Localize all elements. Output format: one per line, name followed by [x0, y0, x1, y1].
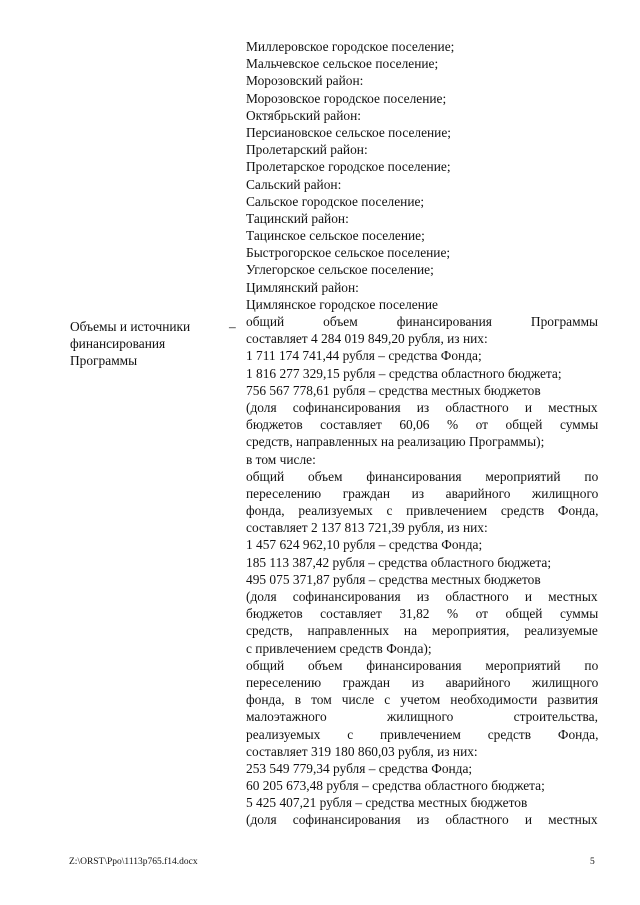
financing-line: общий объем финансирования Программы	[246, 314, 598, 329]
financing-line: общий объем финансирования мероприятий по	[246, 468, 598, 484]
financing-line: составляет 2 137 813 721,39 рубля, из них:	[246, 520, 488, 536]
section-label-line: Объемы и источники	[70, 319, 191, 334]
financing-line: 185 113 387,42 рубля – средства областного бюджета;	[246, 554, 552, 570]
section-dash: –	[229, 319, 236, 334]
district-line: Пролетарское городское поселение;	[246, 159, 451, 175]
financing-line: фонда, в том числе с учетом необходимости развития	[246, 692, 598, 708]
footer-file-path: Z:\ORST\Ppo\1113p765.f14.docx	[69, 857, 198, 867]
financing-line: 5 425 407,21 рубля – средства местных бюджетов	[246, 795, 528, 811]
financing-line: 1 457 624 962,10 рубля – средства Фонда;	[246, 537, 483, 553]
district-line: Тацинское сельское поселение;	[246, 228, 425, 244]
district-line: Цимлянское городское поселение	[246, 296, 438, 312]
financing-line: с привлечением средств Фонда);	[246, 640, 432, 656]
section-label-line: Программы	[70, 353, 138, 369]
financing-line: бюджетов составляет 60,06 % от общей суммы	[246, 417, 598, 433]
financing-line: средств, направленных на мероприятия, реализуемые	[246, 623, 598, 639]
district-line: Морозовское городское поселение;	[246, 90, 447, 106]
financing-line: (доля софинансирования из областного и местных	[246, 589, 598, 604]
financing-line: 756 567 778,61 рубля – средства местных бюджетов	[246, 382, 541, 398]
footer-page-number: 5	[590, 857, 595, 867]
district-line: Углегорское сельское поселение;	[246, 262, 434, 278]
district-list	[246, 38, 598, 313]
district-line: Быстрогорское сельское поселение;	[246, 245, 451, 261]
district-line: Пролетарский район:	[246, 142, 368, 158]
section-label-line: финансирования	[70, 336, 166, 352]
financing-line: реализуемых с привлечением средств Фонда,	[246, 726, 598, 742]
financing-line: составляет 319 180 860,03 рубля, из них:	[246, 743, 478, 759]
financing-line: в том числе:	[246, 451, 316, 467]
district-line: Мальчевское сельское поселение;	[246, 56, 439, 72]
financing-line: (доля софинансирования из областного и местных	[246, 399, 598, 415]
district-line: Цимлянский район:	[246, 279, 359, 295]
district-line: Сальское городское поселение;	[246, 193, 425, 209]
section-label-financing	[70, 318, 220, 370]
financing-line: бюджетов составляет 31,82 % от общей суммы	[246, 606, 598, 622]
district-line: Тацинский район:	[246, 210, 349, 226]
financing-line: (доля софинансирования из областного и местных	[246, 812, 598, 828]
financing-line: общий объем финансирования мероприятий по	[246, 657, 598, 673]
district-line: Октябрьский район:	[246, 107, 361, 123]
financing-text	[246, 313, 598, 829]
financing-line: 1 816 277 329,15 рубля – средства областного бюджета;	[246, 365, 562, 381]
financing-line: малоэтажного жилищного строительства,	[246, 709, 598, 725]
district-line: Сальский район:	[246, 176, 342, 192]
financing-line: составляет 4 284 019 849,20 рубля, из них:	[246, 331, 488, 347]
financing-line: 60 205 673,48 рубля – средства областного бюджета;	[246, 778, 545, 794]
text-column-right	[246, 38, 598, 829]
financing-line: 253 549 779,34 рубля – средства Фонда;	[246, 760, 473, 776]
financing-line: фонда, реализуемых с привлечением средств Фонда,	[246, 503, 598, 519]
financing-line: 495 075 371,87 рубля – средства местных бюджетов	[246, 571, 541, 587]
financing-line: переселению граждан из аварийного жилищного	[246, 485, 598, 501]
district-line: Миллеровское городское поселение;	[246, 39, 455, 54]
financing-line: переселению граждан из аварийного жилищного	[246, 674, 598, 690]
financing-line: 1 711 174 741,44 рубля – средства Фонда;	[246, 348, 482, 364]
district-line: Морозовский район:	[246, 73, 364, 89]
financing-line: средств, направленных на реализацию Программы);	[246, 434, 545, 450]
district-line: Персиановское сельское поселение;	[246, 124, 452, 140]
